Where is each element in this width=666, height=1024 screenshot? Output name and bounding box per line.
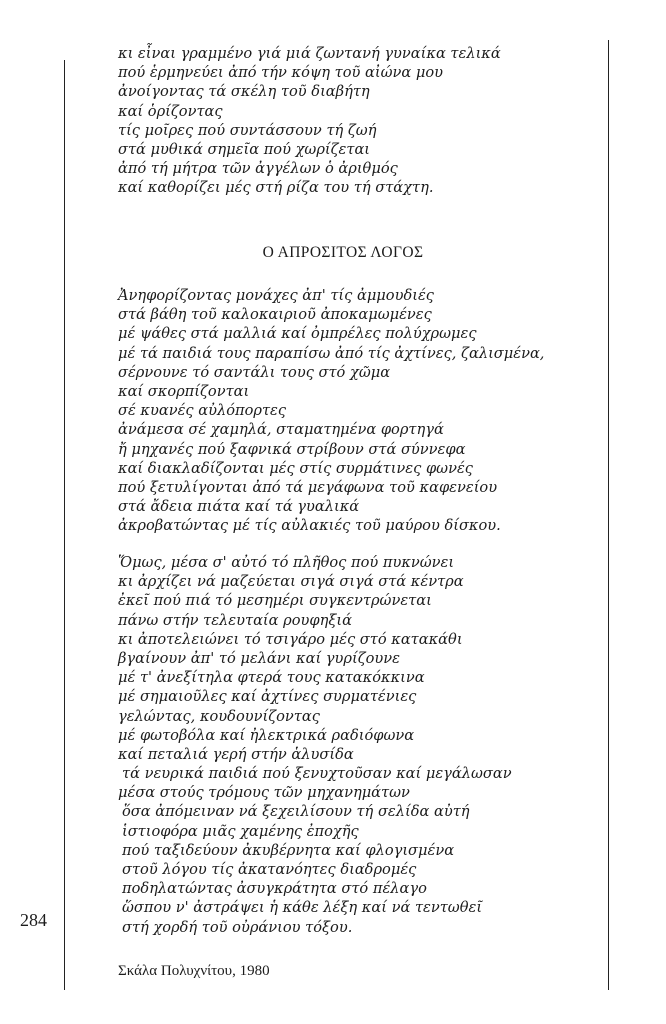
- verse-line: μέ τά παιδιά τους παραπίσω ἀπό τίς ἀχτίνες, ζαλισμένα,: [118, 344, 545, 362]
- verse-line: Ἀνηφορίζοντας μονάχες ἀπ' τίς ἀμμουδιές: [118, 287, 434, 304]
- verse-line: στά ἄδεια πιάτα καί τά γυαλικά: [118, 498, 360, 516]
- verse-line: καί καθορίζει μές στή ρίζα του τή στάχτη.: [118, 179, 434, 197]
- verse-line: μέ ψάθες στά μαλλιά καί ὀμπρέλες πολύχρωμες: [118, 325, 477, 343]
- verse-line: ἱστιοφόρα μιᾶς χαμένης ἐποχῆς: [122, 822, 359, 840]
- poem-stanza-1: [118, 286, 544, 535]
- verse-line: πάνω στήν τελευταία ρουφηξιά: [118, 611, 352, 629]
- source-note: Σκάλα Πολυχνίτου, 1980: [118, 963, 270, 979]
- verse-line: Ὅμως, μέσα σ' αὐτό τό πλῆθος πού πυκνώνει: [118, 554, 455, 571]
- verse-line: τίς μοῖρες πού συντάσσουν τή ζωή: [118, 121, 377, 139]
- verse-line: ὅσα ἀπόμειναν νά ξεχειλίσουν τή σελίδα αὐτή: [122, 803, 470, 821]
- verse-line: πού ἑρμηνεύει ἀπό τήν κόψη τοῦ αἰώνα μου: [118, 64, 444, 82]
- verse-line: καί πεταλιά γερή στήν ἁλυσίδα: [118, 745, 354, 763]
- verse-line: ὥσπου ν' ἀστράψει ἡ κάθε λέξη καί νά τεντωθεῖ: [122, 899, 483, 917]
- right-margin-rule: [608, 40, 609, 990]
- poem-stanza-2: [118, 553, 512, 937]
- verse-line: ἐκεῖ πού πιά τό μεσημέρι συγκεντρώνεται: [118, 592, 432, 610]
- verse-line: στοῦ λόγου τίς ἀκατανόητες διαδρομές: [122, 861, 417, 878]
- verse-line: καί σκορπίζονται: [118, 382, 250, 400]
- verse-line: ἀπό τή μήτρα τῶν ἀγγέλων ὁ ἀριθμός: [118, 160, 398, 178]
- verse-line: σέρνουνε τό σαντάλι τους στό χῶμα: [118, 363, 391, 381]
- verse-line: τά νευρικά παιδιά πού ξενυχτοῦσαν καί μεγάλωσαν: [122, 765, 512, 783]
- verse-line: στά μυθικά σημεῖα πού χωρίζεται: [118, 140, 371, 158]
- verse-line: μέ τ' ἀνεξίτηλα φτερά τους κατακόκκινα: [118, 669, 425, 687]
- verse-line: πού ταξιδεύουν ἀκυβέρνητα καί φλογισμένα: [122, 841, 455, 859]
- verse-line: κι ἀποτελειώνει τό τσιγάρο μές στό κατακάθι: [118, 630, 463, 648]
- continued-poem-lines: [118, 44, 501, 198]
- poem-title: Ο ΑΠΡΟΣΙΤΟΣ ΛΟΓΟΣ: [262, 244, 424, 261]
- verse-line: σέ κυανές αὐλόπορτες: [118, 402, 287, 420]
- verse-line: ποδηλατώντας ἀσυγκράτητα στό πέλαγο: [122, 880, 427, 898]
- verse-line: στά βάθη τοῦ καλοκαιριοῦ ἀποκαμωμένες: [118, 306, 432, 324]
- verse-line: ἀκροβατώντας μέ τίς αὐλακιές τοῦ μαύρου δίσκου.: [118, 517, 501, 535]
- verse-line: καί ὁρίζοντας: [118, 102, 223, 120]
- verse-line: ἤ μηχανές πού ξαφνικά στρίβουν στά σύννεφα: [118, 440, 466, 458]
- verse-line: μέ σημαιοῦλες καί ἀχτίνες συρματένιες: [118, 688, 417, 706]
- verse-line: στή χορδή τοῦ οὐράνιου τόξου.: [122, 918, 353, 936]
- verse-line: βγαίνουν ἀπ' τό μελάνι καί γυρίζουνε: [118, 649, 400, 667]
- verse-line: γελώντας, κουδουνίζοντας: [118, 707, 320, 725]
- left-margin-rule: [64, 60, 65, 990]
- verse-line: κι εἶναι γραμμένο γιά μιά ζωντανή γυναίκα τελικά: [118, 45, 501, 62]
- verse-line: καί διακλαδίζονται μές στίς συρμάτινες φωνές: [118, 459, 473, 477]
- verse-line: κι ἀρχίζει νά μαζεύεται σιγά σιγά στά κέντρα: [118, 573, 464, 591]
- verse-line: ἀνοίγοντας τά σκέλη τοῦ διαβήτη: [118, 83, 370, 101]
- verse-line: ἀνάμεσα σέ χαμηλά, σταματημένα φορτηγά: [118, 421, 444, 439]
- verse-line: πού ξετυλίγονται ἀπό τά μεγάφωνα τοῦ καφενείου: [118, 478, 498, 496]
- verse-line: μέσα στούς τρόμους τῶν μηχανημάτων: [118, 784, 410, 802]
- verse-line: μέ φωτοβόλα καί ἠλεκτρικά ραδιόφωνα: [118, 726, 415, 744]
- page-number: 284: [20, 910, 47, 930]
